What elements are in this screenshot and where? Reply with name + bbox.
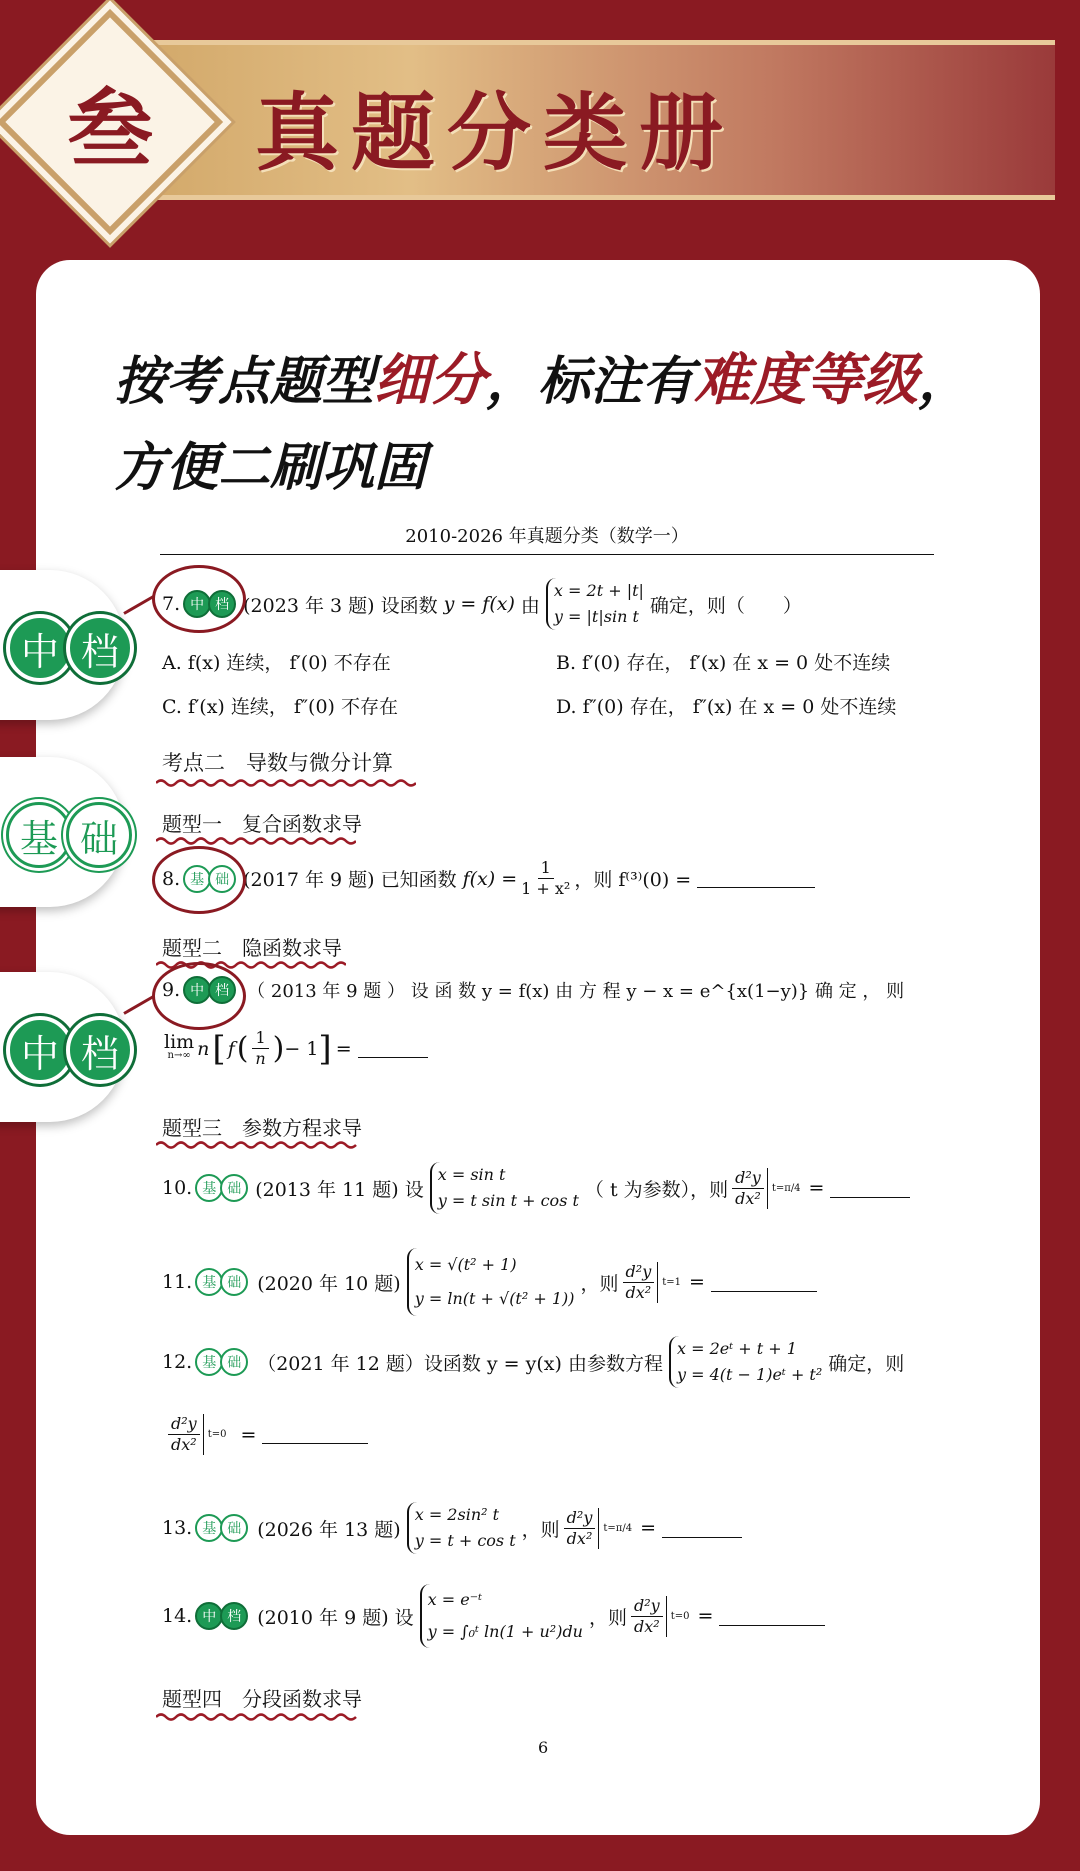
- difficulty-stamp-icon: 基: [195, 1514, 223, 1542]
- equation-system: [407, 1502, 516, 1554]
- equation-line: x = 2sin² t: [414, 1505, 500, 1524]
- difficulty-stamp-icon: 档: [208, 590, 236, 618]
- difficulty-stamp-icon: 中: [183, 976, 211, 1004]
- equation-line: y = |t|sin t: [553, 607, 639, 626]
- question-source: (2017 年 9 题) 已知函数: [243, 869, 457, 891]
- wavy-underline: [156, 1140, 362, 1150]
- derivative-top: d²y: [623, 1262, 655, 1283]
- expression-part: − 1: [284, 1037, 319, 1060]
- difficulty-stamp-icon: 基: [195, 1268, 223, 1296]
- option-a: A. f(x) 连续， f′(0) 不存在: [162, 652, 391, 674]
- wavy-underline: [156, 836, 356, 846]
- answer-blank[interactable]: [697, 869, 815, 888]
- headline-text-4: 方便二刷巩固: [114, 438, 427, 498]
- difficulty-stamp-icon: 础: [220, 1268, 248, 1296]
- equation-line: x = 2eᵗ + t + 1: [676, 1339, 797, 1358]
- highlight-circle: [152, 846, 246, 914]
- question-source: (2010 年 9 题) 设: [257, 1606, 414, 1629]
- question-source: (2020 年 10 题): [257, 1272, 401, 1295]
- derivative-bottom: dx²: [625, 1282, 652, 1302]
- paren: ): [272, 1031, 285, 1066]
- headline-text-2: ，标注有: [486, 352, 695, 412]
- answer-blank[interactable]: [262, 1425, 368, 1444]
- equation-line: y = ∫₀ᵗ ln(1 + u²)du: [427, 1622, 583, 1641]
- headline-highlight-1: 细分: [374, 348, 487, 413]
- derivative: [623, 1262, 659, 1303]
- type-heading: 题型一 复合函数求导: [162, 812, 362, 836]
- paren: (: [236, 1031, 249, 1066]
- evaluation-point: t=1: [662, 1276, 681, 1288]
- type-heading: 题型四 分段函数求导: [162, 1687, 362, 1711]
- difficulty-stamp-icon: 基: [6, 802, 72, 868]
- equation-line: x = e⁻ᵗ: [427, 1590, 483, 1609]
- evaluation-point: t=π/4: [603, 1522, 633, 1534]
- derivative-bottom: dx²: [566, 1528, 593, 1548]
- limit-subscript: n→∞: [167, 1049, 191, 1061]
- equation-line: y = ln(t + √(t² + 1)): [414, 1289, 575, 1308]
- fraction: [252, 1028, 268, 1069]
- expression-part: f: [227, 1037, 235, 1060]
- question-source: (2013 年 11 题) 设: [255, 1178, 424, 1201]
- derivative: [168, 1414, 204, 1455]
- question-text: 确定，则（ ）: [649, 594, 802, 617]
- equation-system: [546, 578, 644, 630]
- question-number: 10.: [162, 1177, 193, 1199]
- evaluation-point: t=π/4: [771, 1182, 801, 1194]
- derivative-top: d²y: [168, 1414, 200, 1435]
- question-text: 由: [520, 594, 540, 617]
- equation-line: x = √(t² + 1): [414, 1255, 517, 1274]
- option-d: D. f″(0) 存在， f″(x) 在 x = 0 处不连续: [556, 696, 897, 718]
- derivative-top: d²y: [564, 1508, 596, 1529]
- question-number: 7.: [162, 593, 181, 615]
- answer-blank[interactable]: [711, 1273, 817, 1292]
- difficulty-stamp-icon: 础: [66, 802, 132, 868]
- equation-line: y = 4(t − 1)eᵗ + t²: [676, 1365, 823, 1384]
- type-heading: 题型三 参数方程求导: [162, 1116, 362, 1140]
- answer-blank[interactable]: [662, 1519, 742, 1538]
- difficulty-stamp-icon: 中: [6, 1016, 74, 1084]
- equation-line: y = t sin t + cos t: [437, 1191, 579, 1210]
- answer-blank[interactable]: [830, 1179, 910, 1198]
- derivative-bottom: dx²: [634, 1616, 660, 1636]
- question-number: 9.: [162, 979, 181, 1001]
- question-number: 12.: [162, 1351, 193, 1373]
- wavy-underline: [156, 1712, 362, 1722]
- option-b: B. f′(0) 存在， f′(x) 在 x = 0 处不连续: [556, 652, 891, 674]
- equation-system: [669, 1336, 822, 1388]
- derivative: [732, 1168, 768, 1209]
- equals: =: [689, 1271, 705, 1293]
- question-function: y = f(x): [443, 593, 515, 615]
- question-source: （ 2013 年 9 题 ） 设 函 数 y = f(x) 由 方 程 y − x = e^{x(1−y)} 确 定 ， 则: [247, 981, 905, 1002]
- question-text: ，则: [521, 1518, 560, 1541]
- equation-line: x = 2t + |t|: [553, 581, 644, 600]
- fraction-numerator: 1: [538, 858, 554, 879]
- question-7: [162, 578, 802, 630]
- highlight-circle: [152, 565, 246, 633]
- question-text: 确定，则: [828, 1352, 905, 1375]
- difficulty-stamp-icon: 基: [195, 1348, 223, 1376]
- question-source: （2021 年 12 题）设函数 y = y(x) 由参数方程: [257, 1352, 663, 1375]
- bracket: [: [212, 1028, 226, 1069]
- page-number: 6: [538, 1738, 549, 1757]
- question-number: 11.: [162, 1271, 193, 1293]
- equation-system: [430, 1162, 579, 1214]
- difficulty-stamp-icon: 基: [183, 865, 211, 893]
- difficulty-stamp-icon: 础: [220, 1348, 248, 1376]
- equation-line: x = sin t: [437, 1165, 506, 1184]
- fraction-numerator: 1: [252, 1028, 268, 1049]
- question-function: f(x) =: [462, 867, 518, 890]
- question-source: (2023 年 3 题) 设函数: [243, 594, 438, 617]
- bracket: ]: [318, 1028, 332, 1069]
- derivative-top: d²y: [631, 1596, 663, 1617]
- question-number: 13.: [162, 1517, 193, 1539]
- headline-highlight-2: 难度等级: [694, 348, 919, 413]
- difficulty-stamp-icon: 中: [183, 590, 211, 618]
- limit: [164, 1030, 195, 1063]
- wavy-underline: [156, 778, 416, 788]
- equals: =: [808, 1177, 825, 1199]
- question-11: [162, 1248, 817, 1316]
- equation-system: [407, 1248, 575, 1316]
- difficulty-stamp-icon: 中: [6, 614, 74, 682]
- question-14: [162, 1584, 825, 1648]
- document-header: 2010-2026 年真题分类（数学一）: [160, 522, 934, 555]
- equals: =: [697, 1605, 714, 1627]
- equals: =: [240, 1423, 257, 1446]
- question-10: [162, 1162, 910, 1214]
- difficulty-stamp-icon: 档: [220, 1602, 248, 1630]
- difficulty-stamp-icon: 档: [208, 976, 236, 1004]
- question-text: （ t 为参数），则: [584, 1178, 729, 1201]
- derivative: [631, 1596, 667, 1637]
- page-title: 真题分类册: [255, 83, 736, 182]
- equals: =: [640, 1517, 656, 1539]
- expression-part: n: [197, 1037, 210, 1060]
- answer-blank[interactable]: [358, 1039, 428, 1058]
- question-9: [162, 976, 904, 1004]
- question-8: [162, 858, 815, 899]
- question-text: ，则 f⁽³⁾(0) =: [574, 869, 692, 891]
- equation-line: y = t + cos t: [414, 1531, 516, 1550]
- question-9-expression: [164, 1028, 428, 1069]
- difficulty-stamp-icon: 基: [195, 1174, 223, 1202]
- headline-text-1: 按考点题型: [114, 352, 375, 412]
- question-12-answer: [164, 1414, 368, 1455]
- highlight-circle: [152, 962, 246, 1030]
- difficulty-stamp-icon: 础: [220, 1514, 248, 1542]
- equals: =: [335, 1037, 352, 1060]
- derivative-top: d²y: [732, 1168, 764, 1189]
- type-heading: 题型二 隐函数求导: [162, 936, 342, 960]
- fraction-denominator: n: [255, 1049, 266, 1068]
- derivative-bottom: dx²: [735, 1188, 761, 1208]
- difficulty-stamp-icon: 档: [66, 1016, 134, 1084]
- option-c: C. f′(x) 连续， f″(0) 不存在: [162, 696, 398, 718]
- chapter-badge-char: 叁: [67, 79, 153, 180]
- derivative: [564, 1508, 600, 1549]
- headline: [114, 338, 1014, 511]
- question-number: 8.: [162, 867, 181, 890]
- difficulty-stamp-icon: 础: [220, 1174, 248, 1202]
- evaluation-point: t=0: [670, 1610, 690, 1622]
- fraction: [521, 858, 570, 899]
- question-12: [162, 1336, 904, 1388]
- derivative-bottom: dx²: [171, 1435, 197, 1454]
- question-number: 14.: [162, 1605, 193, 1627]
- limit-operator: lim: [164, 1030, 195, 1053]
- question-text: ，则: [580, 1272, 619, 1295]
- headline-text-3: ，: [918, 352, 971, 412]
- topic-heading: 考点二 导数与微分计算: [162, 751, 393, 775]
- answer-blank[interactable]: [719, 1607, 825, 1626]
- question-text: ，则: [588, 1606, 627, 1629]
- difficulty-stamp-icon: 档: [66, 614, 134, 682]
- evaluation-point: t=0: [207, 1429, 227, 1440]
- difficulty-stamp-icon: 础: [208, 865, 236, 893]
- difficulty-stamp-icon: 中: [195, 1602, 223, 1630]
- equation-system: [420, 1584, 583, 1648]
- fraction-denominator: 1 + x²: [521, 879, 571, 898]
- question-source: (2026 年 13 题): [257, 1518, 401, 1541]
- question-13: [162, 1502, 742, 1554]
